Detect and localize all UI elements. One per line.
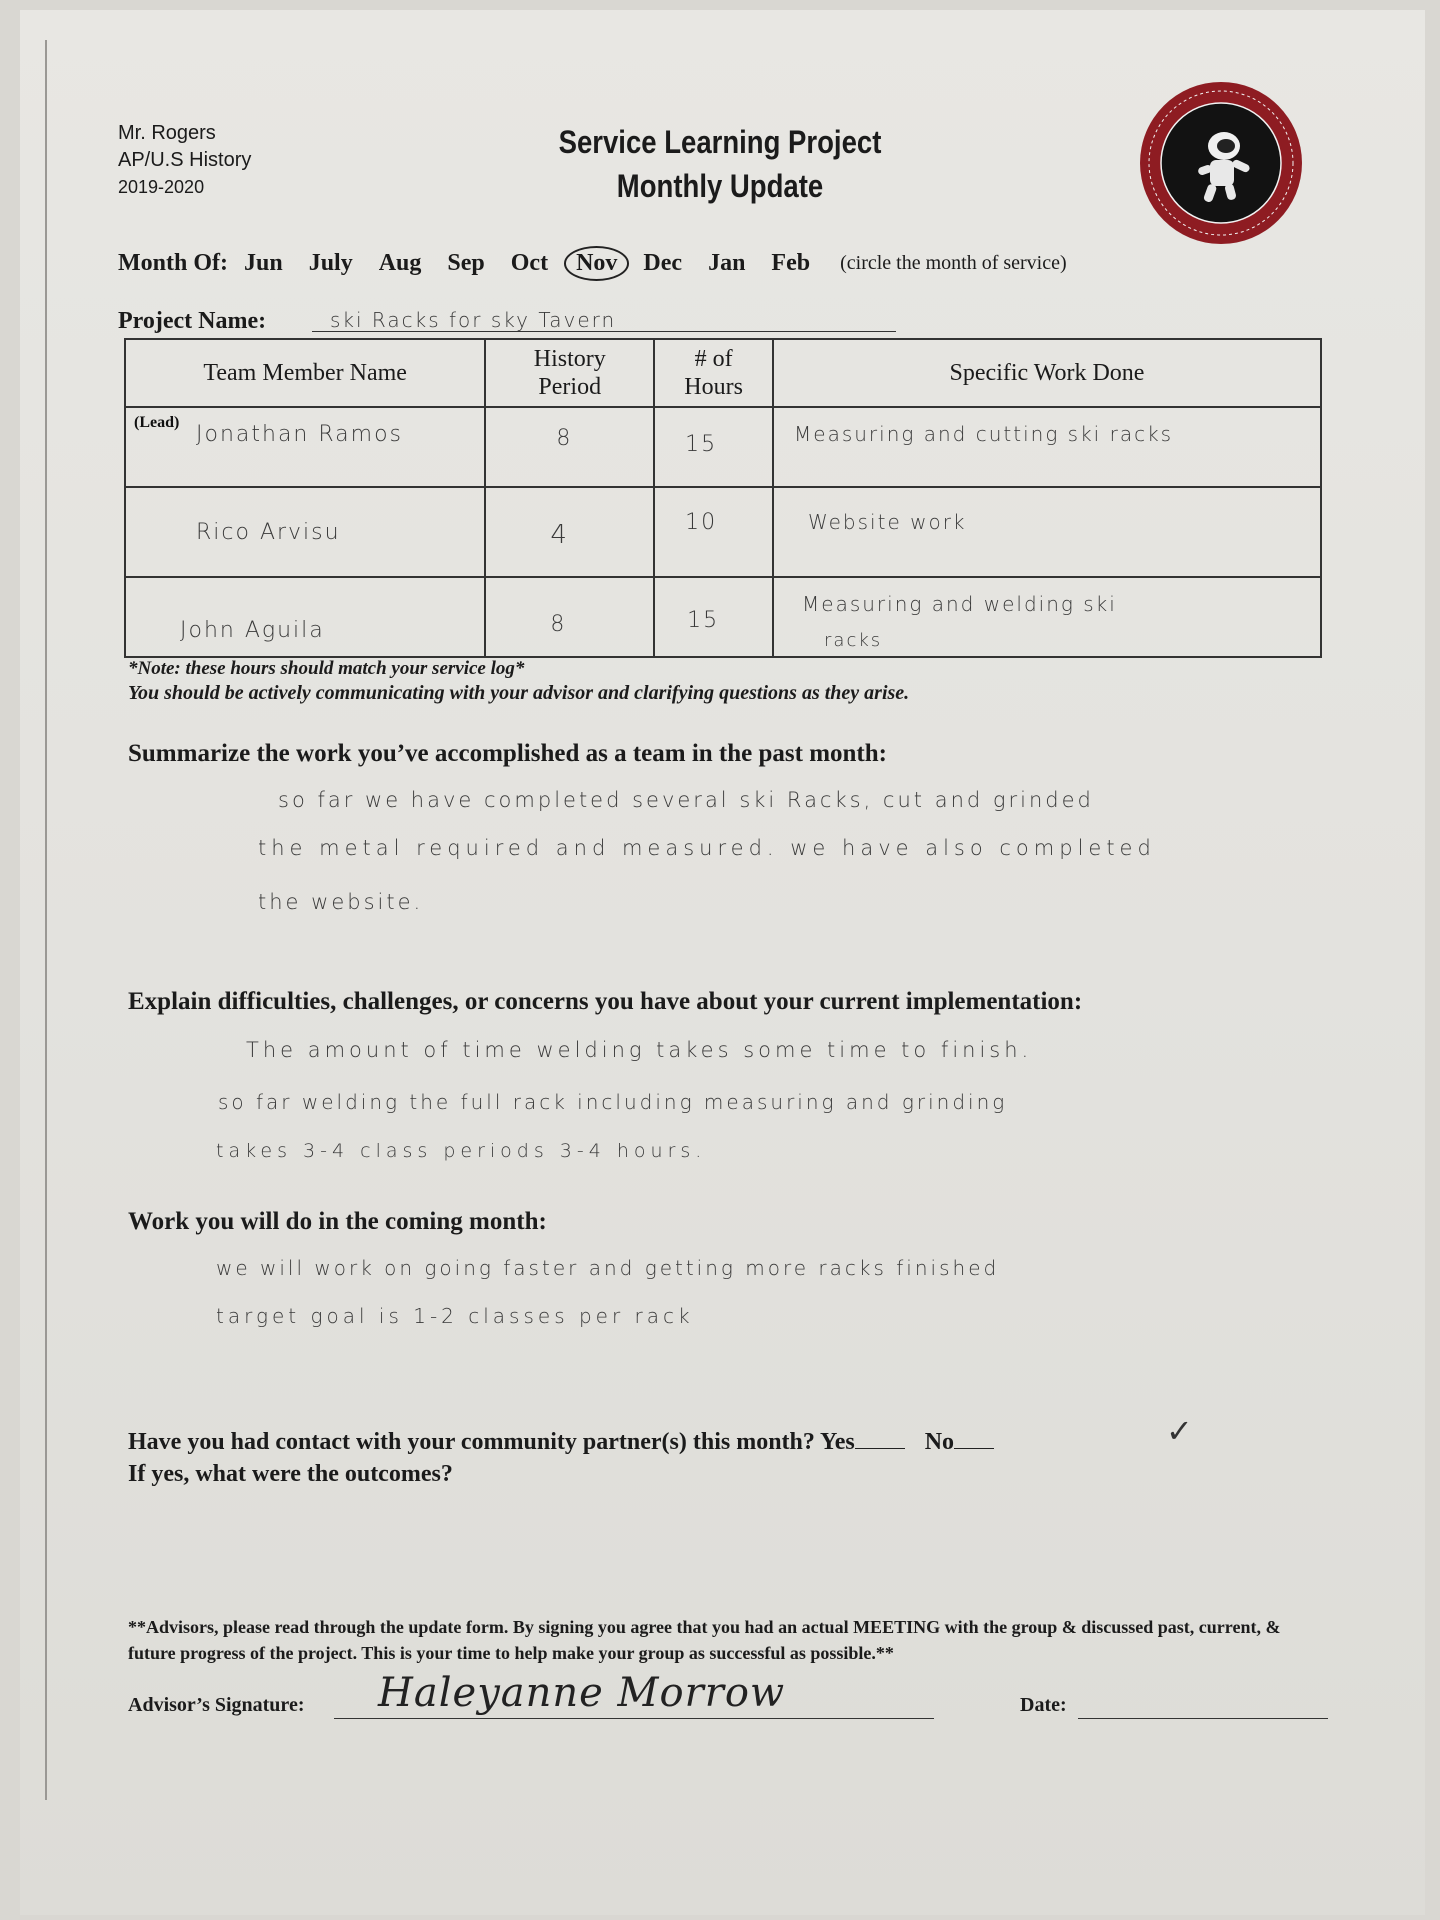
work-value-line2: racks [824,630,883,651]
month-instruction: (circle the month of service) [840,252,1067,274]
period-value: 8 [550,612,567,637]
table-header-row [125,339,1321,407]
hours-cell[interactable] [654,487,773,577]
member-name-cell[interactable] [125,407,485,487]
difficulties-answer-line2[interactable]: so far welding the full rack including measuring and grinding [218,1090,1008,1114]
yes-blank[interactable] [855,1430,905,1449]
no-option[interactable] [925,1429,994,1455]
member-name-cell[interactable] [125,487,485,577]
summary-answer-line2[interactable]: the metal required and measured. we have also completed [258,836,1156,860]
project-name-label: Project Name: [118,308,267,334]
table-row [125,487,1321,577]
form-title [522,120,918,208]
period-value: 8 [556,426,573,451]
header-hours-line2: Hours [684,374,743,400]
month-july[interactable]: July [308,250,353,276]
period-value: 4 [550,520,569,550]
contact-question: Have you had contact with your community partner(s) this month? [128,1429,815,1455]
date-label: Date: [1020,1694,1067,1716]
binding-edge [45,40,47,1800]
work-value: Website work [808,510,967,534]
table-row [125,577,1321,657]
teacher-name: Mr. Rogers [118,122,216,144]
advisor-signature-label: Advisor’s Signature: [128,1694,305,1716]
advisor-signature[interactable]: Haleyanne Morrow [378,1670,786,1716]
contact-followup: If yes, what were the outcomes? [128,1461,453,1487]
date-field[interactable] [1078,1718,1328,1719]
member-name-cell[interactable] [125,577,485,657]
work-cell[interactable] [773,487,1321,577]
teacher-info [118,120,251,201]
work-cell[interactable] [773,407,1321,487]
header-hours [654,339,773,407]
month-label: Month Of: [118,250,228,276]
header-name: Team Member Name [125,339,485,407]
month-jun[interactable]: Jun [244,250,283,276]
member-name: John Aguila [180,618,325,643]
month-feb[interactable]: Feb [771,250,811,276]
summary-answer-line3[interactable]: the website. [258,890,424,914]
header-period-line1: History [533,346,606,372]
member-name: Jonathan Ramos [196,422,403,447]
header-period-line2: Period [538,374,602,400]
yes-label: Yes [820,1429,855,1455]
month-oct[interactable]: Oct [510,250,549,276]
hours-cell[interactable] [654,407,773,487]
course-name: AP/U.S History [118,149,252,171]
work-value-line1: Measuring and welding ski [802,592,1117,616]
header-hours-line1: # of [694,346,733,372]
title-line-1: Service Learning Project [558,124,882,160]
advisor-instructions: **Advisors, please read through the update form. By signing you agree that you had an actual MEETING with the group & discussed past, current, & future progress of the project. This is your time to help make your group as successful as possible.** [128,1617,1281,1663]
hours-cell[interactable] [654,577,773,657]
yes-option[interactable] [820,1429,905,1455]
difficulties-answer-line3[interactable]: takes 3-4 class periods 3-4 hours. [216,1140,707,1162]
month-dec[interactable]: Dec [643,250,683,276]
period-cell[interactable] [485,407,654,487]
period-cell[interactable] [485,577,654,657]
difficulties-answer-line1[interactable]: The amount of time welding takes some time to finish. [246,1038,1033,1062]
hours-note: *Note: these hours should match your service log* [128,658,525,679]
month-nov-circled[interactable]: Nov [564,246,629,281]
no-label: No [924,1429,955,1455]
lead-tag: (Lead) [134,414,180,431]
seal-graphic [1140,82,1302,244]
title-line-2: Monthly Update [616,168,824,204]
no-blank[interactable] [954,1430,994,1449]
hours-value: 10 [685,510,718,535]
difficulties-question: Explain difficulties, challenges, or concerns you have about your current implementation: [128,988,1083,1015]
academy-seal-logo [1140,82,1302,244]
signature-line [334,1718,934,1719]
header-period [485,339,654,407]
hours-value: 15 [687,608,720,633]
communication-note: You should be actively communicating with your advisor and clarifying questions as they arise. [128,682,910,704]
coming-month-answer-line2[interactable]: target goal is 1-2 classes per rack [216,1304,694,1328]
header-work: Specific Work Done [773,339,1321,407]
month-aug[interactable]: Aug [378,250,422,276]
no-checkmark-icon: ✓ [1166,1413,1193,1449]
coming-month-question: Work you will do in the coming month: [128,1208,547,1235]
summary-answer-line1[interactable]: so far we have completed several ski Racks, cut and grinded [278,788,1094,812]
month-sep[interactable]: Sep [447,250,485,276]
table-row [125,407,1321,487]
work-cell[interactable] [773,577,1321,657]
contact-question-line [128,1426,994,1458]
period-cell[interactable] [485,487,654,577]
project-name-value[interactable]: ski Racks for sky Tavern [330,308,617,332]
school-year: 2019-2020 [118,177,205,197]
team-table [124,338,1322,658]
coming-month-answer-line1[interactable]: we will work on going faster and getting more racks finished [216,1256,1000,1280]
work-value: Measuring and cutting ski racks [794,422,1174,446]
hours-value: 15 [685,432,718,457]
month-jan[interactable]: Jan [708,250,746,276]
summary-question: Summarize the work you’ve accomplished as a team in the past month: [128,740,887,767]
month-selector [118,246,1067,281]
member-name: Rico Arvisu [196,520,341,545]
contact-question-block [128,1426,994,1490]
